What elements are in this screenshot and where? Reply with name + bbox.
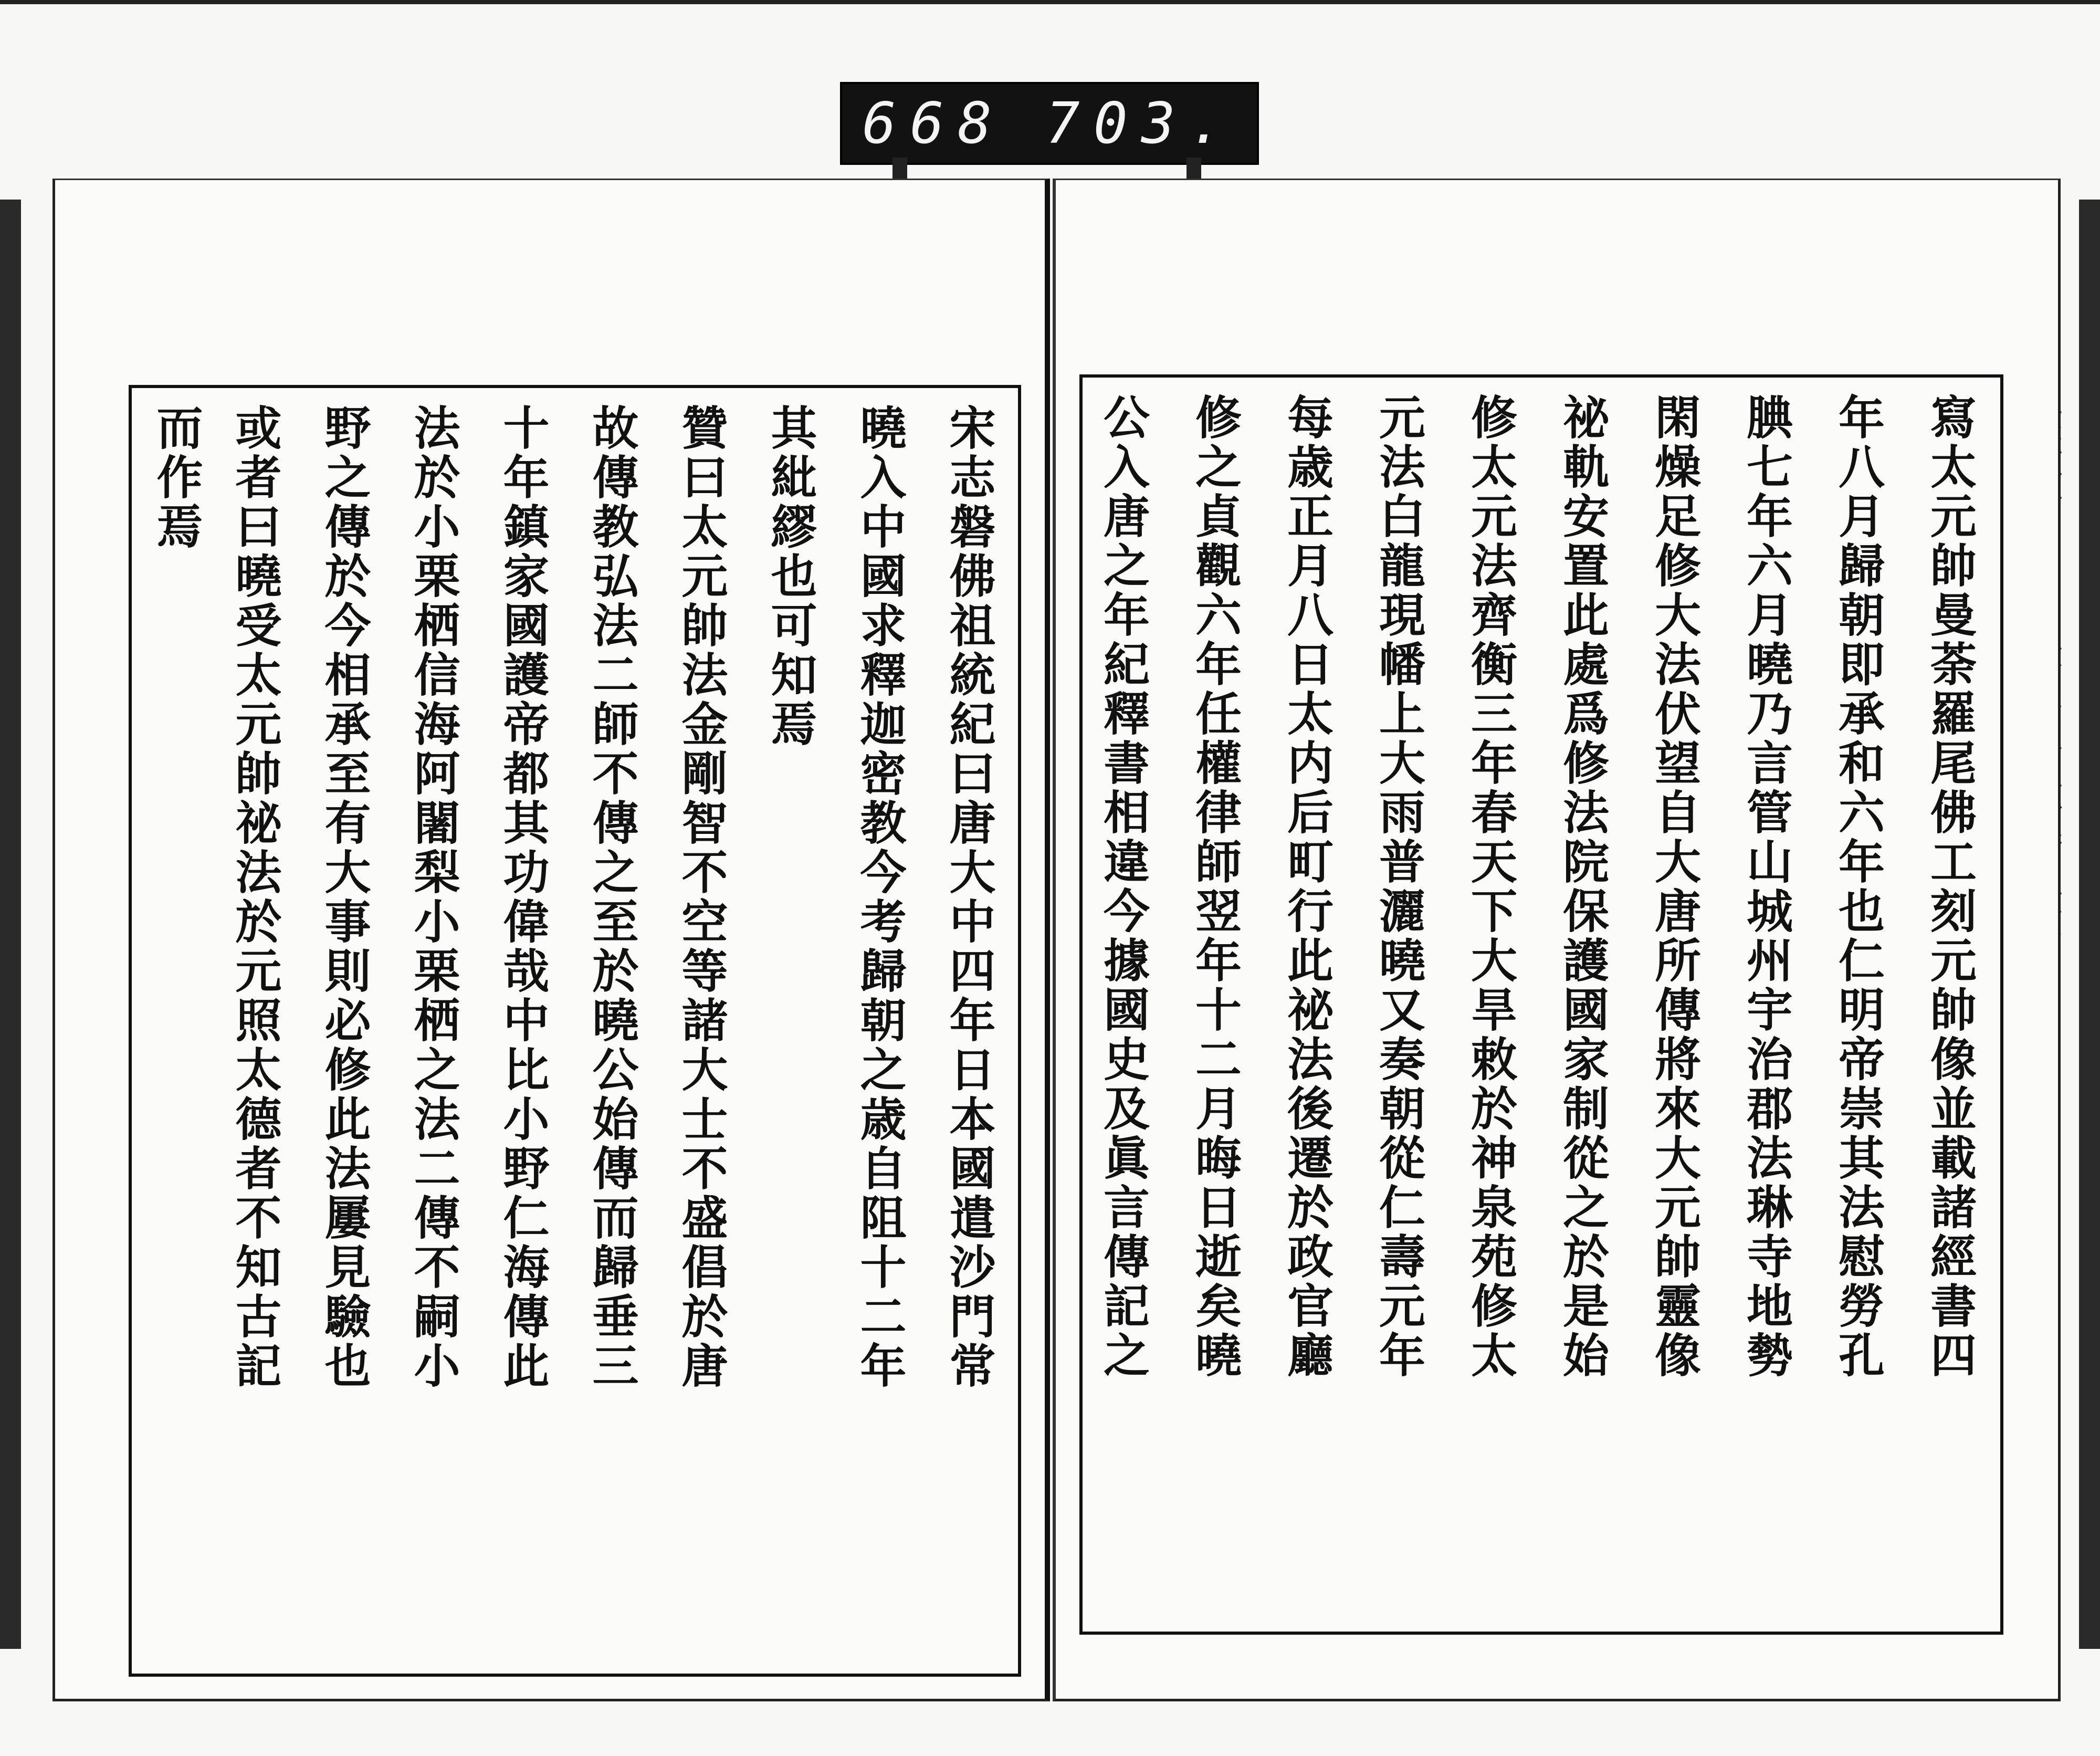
- plate-right-number: 703.: [1045, 90, 1237, 156]
- right-binding-shadow: [2079, 200, 2100, 1649]
- text-column: 贊曰太元帥法金剛智不空等諸大士不盛倡於唐: [674, 404, 729, 1391]
- scan-top-edge: [0, 0, 2100, 4]
- text-column: 其紕繆也可知焉: [763, 404, 818, 749]
- text-column: 十年鎮家國護帝都其功偉哉中比小野仁海傳此: [496, 404, 551, 1391]
- text-column: 而作焉: [149, 404, 204, 552]
- plate-left-number: 668: [862, 90, 1006, 156]
- text-column: 寫太元帥曼荼羅尾佛工刻元帥像並載諸經書四: [1923, 393, 1978, 1381]
- text-column: 故傳教弘法二師不傳之至於曉公始傳而歸垂三: [585, 404, 640, 1391]
- left-page: [52, 179, 1050, 1701]
- text-column: 修太元法齊衡三年春天下大旱敕於神泉苑修太: [1464, 393, 1518, 1381]
- catalogue-number-plate: [840, 82, 1259, 165]
- text-column: 元法白龍現幡上大雨普灑曉又奏朝從仁壽元年: [1372, 393, 1426, 1381]
- text-column: 野之傳於今相承至有大事則必修此法屢見驗也: [317, 404, 372, 1391]
- text-column: 宋志磐佛祖統紀曰唐大中四年日本國遣沙門常: [942, 404, 997, 1391]
- left-text-frame: [129, 385, 1021, 1677]
- text-column: 法於小栗栖信海阿闍梨小栗栖之法二傳不嗣小: [406, 404, 461, 1391]
- text-column: 年八月歸朝即承和六年也仁明帝崇其法慰勞孔: [1831, 393, 1886, 1381]
- text-column: 曉入中國求釋迦密教今考歸朝之歳自阻十二年: [853, 404, 908, 1391]
- text-column: 修之貞觀六年任權律師翌年十二月晦日逝矣曉: [1188, 393, 1243, 1381]
- text-column: 腆七年六月曉乃言管山城州宇治郡法琳寺地勢: [1739, 393, 1794, 1381]
- right-page: [1053, 179, 2061, 1701]
- text-column: 每歳正月八日太内后町行此祕法後遷於政官廳: [1280, 393, 1335, 1381]
- text-column: 或者曰曉受太元帥祕法於元照太德者不知古記: [228, 404, 283, 1391]
- right-text-frame: [1079, 374, 2003, 1635]
- text-column: 閑燥足修大法伏望自大唐所傳將來大元帥靈像: [1647, 393, 1702, 1381]
- text-column: 祕軌安置此處爲修法院保護國家制從之於是始: [1556, 393, 1610, 1381]
- text-column: 公入唐之年紀釋書相違今據國史及眞言傳記之: [1096, 393, 1151, 1381]
- left-binding-shadow: [0, 200, 21, 1649]
